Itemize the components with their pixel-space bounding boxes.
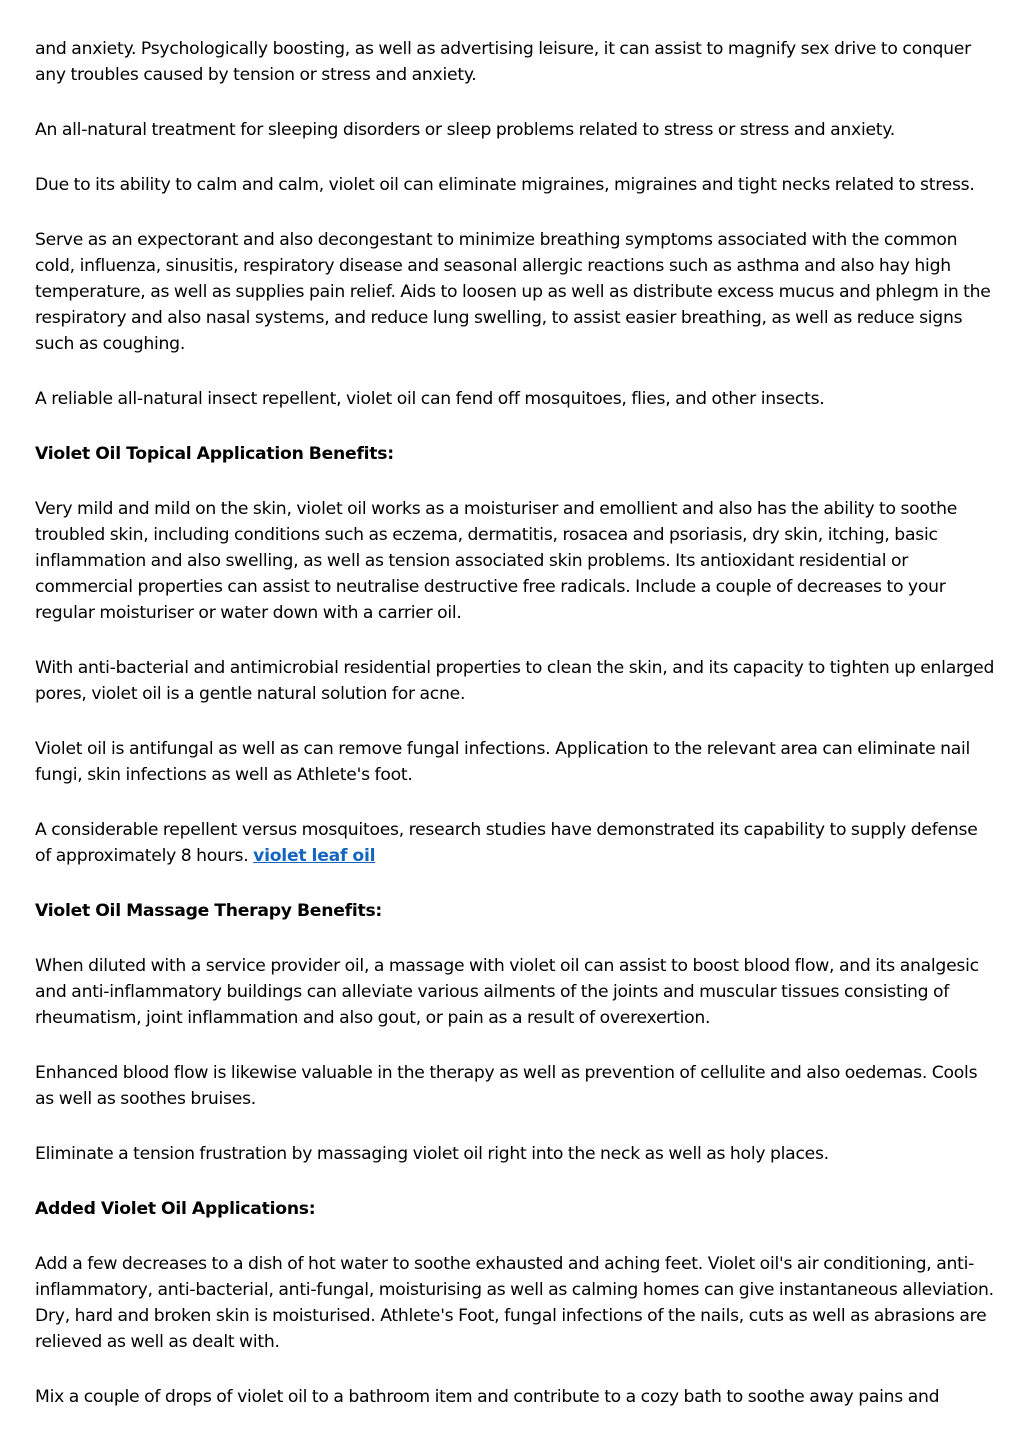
paragraph-acne: With anti-bacterial and antimicrobial residential properties to clean the skin, and its capacity to tighten up enlarged pores, violet oil is a gentle natural solution for acne. <box>35 658 995 704</box>
paragraph-blood-flow: When diluted with a service provider oil, a massage with violet oil can assist to boost blood flow, and its analgesic and anti-inflammatory buildings can alleviate various ailments of the joints and muscular tissues consisting of rheumatism, joint inflammation and also gout, or pain as a result of overexertion. <box>35 956 979 1028</box>
paragraph-mosquito-defense <box>35 817 995 869</box>
heading-massage-benefits: Violet Oil Massage Therapy Benefits: <box>35 901 383 921</box>
paragraph-sleep-disorders: An all-natural treatment for sleeping disorders or sleep problems related to stress or stress and anxiety. <box>35 120 895 140</box>
paragraph-foot-soak: Add a few decreases to a dish of hot water to soothe exhausted and aching feet. Violet oil's air conditioning, anti-inflammatory, anti-bacterial, anti-fungal, moisturising as well as calming homes can give instantaneous alleviation. Dry, hard and broken skin is moisturised. Athlete's Foot, fungal infections of the nails, cuts as well as abrasions are relieved as well as dealt with. <box>35 1254 994 1352</box>
paragraph-bath: Mix a couple of drops of violet oil to a bathroom item and contribute to a cozy bath to soothe away pains and <box>35 1387 940 1407</box>
paragraph-antifungal: Violet oil is antifungal as well as can remove fungal infections. Application to the relevant area can eliminate nail fungi, skin infections as well as Athlete's foot. <box>35 739 971 785</box>
paragraph-migraines: Due to its ability to calm and calm, violet oil can eliminate migraines, migraines and tight necks related to stress. <box>35 175 975 195</box>
paragraph-anxiety-libido: and anxiety. Psychologically boosting, as well as advertising leisure, it can assist to magnify sex drive to conquer any troubles caused by tension or stress and anxiety. <box>35 39 971 85</box>
document-body <box>35 36 995 1439</box>
paragraph-tension-headache: Eliminate a tension frustration by massaging violet oil right into the neck as well as holy places. <box>35 1144 829 1164</box>
paragraph-cellulite: Enhanced blood flow is likewise valuable in the therapy as well as prevention of cellulite and also oedemas. Cools as well as soothes bruises. <box>35 1063 978 1109</box>
heading-added-applications: Added Violet Oil Applications: <box>35 1199 316 1219</box>
paragraph-insect-repellent: A reliable all-natural insect repellent, violet oil can fend off mosquitoes, flies, and other insects. <box>35 389 825 409</box>
heading-topical-benefits: Violet Oil Topical Application Benefits: <box>35 444 394 464</box>
paragraph-skin-moisturiser: Very mild and mild on the skin, violet oil works as a moisturiser and emollient and also has the ability to soothe troubled skin, including conditions such as eczema, dermatitis, rosacea and psoriasis, dry skin, itching, basic inflammation and also swelling, as well as tension associated skin problems. Its antioxidant residential or commercial properties can assist to neutralise destructive free radicals. Include a couple of decreases to your regular moisturiser or water down with a carrier oil. <box>35 499 958 623</box>
paragraph-expectorant: Serve as an expectorant and also decongestant to minimize breathing symptoms associated with the common cold, influenza, sinusitis, respiratory disease and seasonal allergic reactions such as asthma and also hay high temperature, as well as supplies pain relief. Aids to loosen up as well as distribute excess mucus and phlegm in the respiratory and also nasal systems, and reduce lung swelling, to assist easier breathing, as well as reduce signs such as coughing. <box>35 230 991 354</box>
paragraph-mosquito-text: A considerable repellent versus mosquitoes, research studies have demonstrated its capability to supply defense of approximately 8 hours. <box>35 820 978 866</box>
violet-leaf-oil-link[interactable]: violet leaf oil <box>253 846 376 866</box>
